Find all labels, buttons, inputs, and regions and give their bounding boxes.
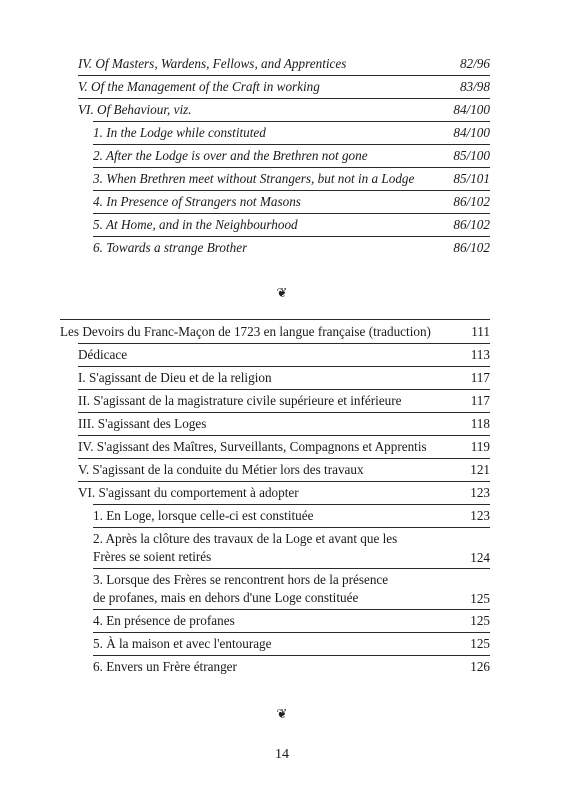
toc-entry: [93, 147, 490, 164]
toc-entry-page: 113: [470, 347, 490, 362]
toc-entry-title: II. S'agissant de la magistrature civile supérieure et inférieure: [78, 393, 402, 408]
toc-entry-title: 6. Envers un Frère étranger: [93, 659, 237, 674]
toc-entry: [93, 193, 490, 210]
toc-entry-title: 2. Après la clôture des travaux de la Loge et avant que les Frères se soient retirés: [93, 531, 398, 564]
toc-entry-title: V. S'agissant de la conduite du Métier lors des travaux: [78, 462, 364, 477]
toc-divider: [78, 412, 490, 413]
toc-entry-title: VI. Of Behaviour, viz.: [78, 102, 192, 117]
toc-entry: [78, 461, 490, 478]
toc-entry: [78, 55, 490, 72]
toc-entry: [93, 216, 490, 233]
toc-entry: [78, 438, 490, 455]
fleuron-ornament-icon: ❦: [276, 706, 288, 721]
toc-divider: [78, 458, 490, 459]
toc-entry-title: Les Devoirs du Franc-Maçon de 1723 en langue française (traduction): [60, 324, 431, 339]
toc-entry: [93, 170, 490, 187]
toc-entry-page: 86/102: [453, 240, 490, 255]
toc-entry: [78, 101, 490, 118]
toc-divider: [78, 389, 490, 390]
toc-entry-page: 117: [470, 370, 490, 385]
toc-entry-page: 82/96: [459, 56, 490, 71]
toc-entry: [78, 78, 490, 95]
toc-divider: [93, 190, 490, 191]
toc-divider: [78, 98, 490, 99]
toc-header-entry: [60, 323, 490, 340]
toc-entry-title: 5. À la maison et avec l'entourage: [93, 636, 272, 651]
toc-entry-title: Dédicace: [78, 347, 128, 362]
toc-divider: [60, 319, 490, 320]
toc-entry-page: 123: [470, 485, 490, 500]
toc-divider: [93, 144, 490, 145]
toc-entry-title: 5. At Home, and in the Neighbourhood: [93, 217, 298, 232]
toc-entry-page: 84/100: [453, 125, 490, 140]
toc-entry-page: 84/100: [453, 102, 490, 117]
toc-divider: [78, 75, 490, 76]
toc-entry: [78, 415, 490, 432]
toc-divider: [78, 435, 490, 436]
toc-divider: [93, 609, 490, 610]
page-number: 14: [275, 747, 289, 762]
toc-entry-title: 2. After the Lodge is over and the Brethren not gone: [93, 148, 368, 163]
toc-entry: [78, 484, 490, 501]
toc-divider: [78, 343, 490, 344]
toc-entry-page: 119: [470, 439, 490, 454]
toc-entry-title: 6. Towards a strange Brother: [93, 240, 248, 255]
fleuron-ornament-icon: ❦: [276, 285, 288, 300]
toc-entry-page: 118: [470, 416, 490, 431]
toc-entry-title: 4. In Presence of Strangers not Masons: [93, 194, 301, 209]
toc-divider: [93, 655, 490, 656]
toc-entry-page: 125: [470, 613, 490, 628]
toc-entry: [93, 507, 490, 524]
toc-entry-page: 124: [470, 550, 490, 565]
toc-entry: [93, 612, 490, 629]
toc-divider: [78, 366, 490, 367]
toc-entry: [78, 392, 490, 409]
toc-entry: [93, 124, 490, 141]
toc-divider: [93, 236, 490, 237]
toc-entry-title: 1. In the Lodge while constituted: [93, 125, 266, 140]
toc-entry: [93, 635, 490, 652]
toc-entry-title: VI. S'agissant du comportement à adopter: [78, 485, 299, 500]
toc-entry: [93, 530, 490, 566]
toc-divider: [93, 568, 490, 569]
toc-entry: [93, 658, 490, 675]
toc-divider: [93, 632, 490, 633]
toc-entry-title: 3. When Brethren meet without Strangers, but not in a Lodge: [93, 171, 415, 186]
toc-entry-page: 85/101: [453, 171, 490, 186]
toc-entry-title: IV. S'agissant des Maîtres, Surveillants, Compagnons et Apprentis: [78, 439, 427, 454]
toc-divider: [93, 121, 490, 122]
toc-divider: [93, 527, 490, 528]
toc-entry-title: 1. En Loge, lorsque celle-ci est constituée: [93, 508, 314, 523]
toc-entry-title: III. S'agissant des Loges: [78, 416, 207, 431]
toc-entry-page: 86/102: [453, 217, 490, 232]
toc-entry-page: 121: [470, 462, 490, 477]
toc-divider: [93, 504, 490, 505]
toc-entry-page: 125: [470, 636, 490, 651]
toc-entry-page: 126: [470, 659, 490, 674]
toc-entry-title: I. S'agissant de Dieu et de la religion: [78, 370, 272, 385]
toc-entry-page: 85/100: [453, 148, 490, 163]
toc-entry: [93, 571, 490, 607]
toc-entry-page: 86/102: [453, 194, 490, 209]
toc-entry-page: 117: [470, 393, 490, 408]
toc-divider: [93, 167, 490, 168]
toc-entry: [93, 239, 490, 256]
toc-entry-title: IV. Of Masters, Wardens, Fellows, and Apprentices: [78, 56, 347, 71]
toc-entry-title: 3. Lorsque des Frères se rencontrent hors de la présence de profanes, mais en dehors d'une Loge constituée: [93, 572, 389, 605]
toc-entry-title: V. Of the Management of the Craft in working: [78, 79, 320, 94]
toc-entry-page: 83/98: [459, 79, 490, 94]
toc-entry-page: 111: [471, 324, 490, 339]
toc-entry: [78, 369, 490, 386]
toc-divider: [78, 481, 490, 482]
toc-entry-page: 123: [470, 508, 490, 523]
toc-divider: [93, 213, 490, 214]
toc-entry: [78, 346, 490, 363]
toc-entry-title: 4. En présence de profanes: [93, 613, 235, 628]
toc-entry-page: 125: [470, 591, 490, 606]
